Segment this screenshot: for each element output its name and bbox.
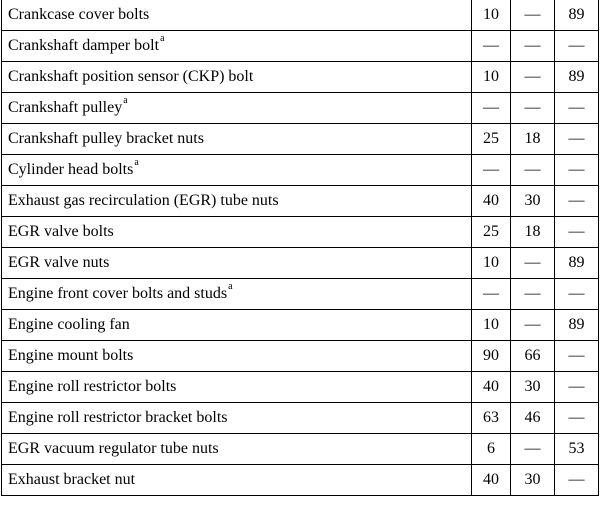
newton-meters-cell: 40 — [472, 186, 511, 217]
newton-meters-cell: 10 — [472, 310, 511, 341]
pound-feet-cell: — — [511, 310, 555, 341]
pound-feet-cell: — — [511, 279, 555, 310]
pound-feet-cell: — — [511, 62, 555, 93]
table-row — [2, 465, 599, 496]
component-description-cell — [2, 62, 472, 93]
pound-inches-cell: — — [555, 403, 599, 434]
component-name: Engine front cover bolts and studs — [8, 285, 228, 302]
torque-spec-table — [1, 0, 599, 496]
table-row — [2, 0, 599, 31]
component-name: Crankshaft pulley — [8, 99, 123, 116]
component-name: Crankshaft pulley bracket nuts — [8, 130, 204, 147]
component-name: Crankshaft damper bolt — [8, 37, 160, 54]
component-name: Engine mount bolts — [8, 347, 134, 364]
newton-meters-cell: — — [472, 279, 511, 310]
newton-meters-cell: 40 — [472, 465, 511, 496]
pound-inches-cell: 89 — [555, 310, 599, 341]
newton-meters-cell: 40 — [472, 372, 511, 403]
newton-meters-cell: — — [472, 31, 511, 62]
table-row — [2, 217, 599, 248]
component-description-cell — [2, 279, 472, 310]
pound-feet-cell: 30 — [511, 186, 555, 217]
pound-inches-cell: — — [555, 124, 599, 155]
component-description-cell — [2, 217, 472, 248]
table-row — [2, 434, 599, 465]
component-description-cell — [2, 341, 472, 372]
pound-inches-cell: 89 — [555, 0, 599, 31]
component-name: Engine roll restrictor bracket bolts — [8, 409, 228, 426]
component-name: Engine cooling fan — [8, 316, 130, 333]
pound-inches-cell: — — [555, 186, 599, 217]
component-description-cell — [2, 155, 472, 186]
component-description-cell — [2, 403, 472, 434]
newton-meters-cell: 25 — [472, 124, 511, 155]
pound-feet-cell: 30 — [511, 465, 555, 496]
pound-feet-cell: 30 — [511, 372, 555, 403]
pound-inches-cell: — — [555, 217, 599, 248]
table-row — [2, 341, 599, 372]
component-description-cell — [2, 465, 472, 496]
component-description-cell — [2, 31, 472, 62]
newton-meters-cell: 6 — [472, 434, 511, 465]
footnote-marker: a — [123, 95, 128, 106]
component-description-cell — [2, 93, 472, 124]
pound-inches-cell: — — [555, 279, 599, 310]
table-row — [2, 248, 599, 279]
table-row — [2, 155, 599, 186]
footnote-marker: a — [160, 33, 165, 44]
pound-inches-cell: — — [555, 465, 599, 496]
footnote-marker: a — [134, 157, 139, 168]
pound-feet-cell: 18 — [511, 217, 555, 248]
component-description-cell — [2, 186, 472, 217]
pound-feet-cell: — — [511, 31, 555, 62]
table-row — [2, 186, 599, 217]
component-name: Crankshaft position sensor (CKP) bolt — [8, 68, 254, 85]
footnote-marker: a — [228, 281, 233, 292]
newton-meters-cell: 10 — [472, 62, 511, 93]
newton-meters-cell: 25 — [472, 217, 511, 248]
table-row — [2, 93, 599, 124]
newton-meters-cell: 90 — [472, 341, 511, 372]
pound-inches-cell: — — [555, 341, 599, 372]
newton-meters-cell: — — [472, 93, 511, 124]
component-description-cell — [2, 0, 472, 31]
table-body — [2, 0, 599, 496]
pound-feet-cell: 18 — [511, 124, 555, 155]
newton-meters-cell: — — [472, 155, 511, 186]
table-row — [2, 62, 599, 93]
component-description-cell — [2, 124, 472, 155]
pound-inches-cell: — — [555, 155, 599, 186]
table-row — [2, 279, 599, 310]
component-name: EGR valve nuts — [8, 254, 110, 271]
pound-feet-cell: 66 — [511, 341, 555, 372]
component-name: EGR vacuum regulator tube nuts — [8, 440, 219, 457]
component-name: Exhaust gas recirculation (EGR) tube nuts — [8, 192, 279, 209]
pound-inches-cell: 89 — [555, 248, 599, 279]
pound-feet-cell: — — [511, 93, 555, 124]
table-row — [2, 124, 599, 155]
pound-inches-cell: — — [555, 93, 599, 124]
component-name: Exhaust bracket nut — [8, 471, 136, 488]
pound-feet-cell: — — [511, 155, 555, 186]
component-name: EGR valve bolts — [8, 223, 114, 240]
pound-feet-cell: — — [511, 434, 555, 465]
table-row — [2, 403, 599, 434]
component-name: Engine roll restrictor bolts — [8, 378, 177, 395]
component-name: Crankcase cover bolts — [8, 6, 150, 23]
newton-meters-cell: 10 — [472, 248, 511, 279]
pound-inches-cell: — — [555, 372, 599, 403]
pound-feet-cell: 46 — [511, 403, 555, 434]
table-row — [2, 310, 599, 341]
pound-feet-cell: — — [511, 248, 555, 279]
component-description-cell — [2, 248, 472, 279]
pound-inches-cell: 53 — [555, 434, 599, 465]
component-description-cell — [2, 372, 472, 403]
newton-meters-cell: 63 — [472, 403, 511, 434]
pound-feet-cell: — — [511, 0, 555, 31]
newton-meters-cell: 10 — [472, 0, 511, 31]
table-row — [2, 372, 599, 403]
pound-inches-cell: — — [555, 31, 599, 62]
component-description-cell — [2, 434, 472, 465]
component-name: Cylinder head bolts — [8, 161, 134, 178]
component-description-cell — [2, 310, 472, 341]
pound-inches-cell: 89 — [555, 62, 599, 93]
table-row — [2, 31, 599, 62]
